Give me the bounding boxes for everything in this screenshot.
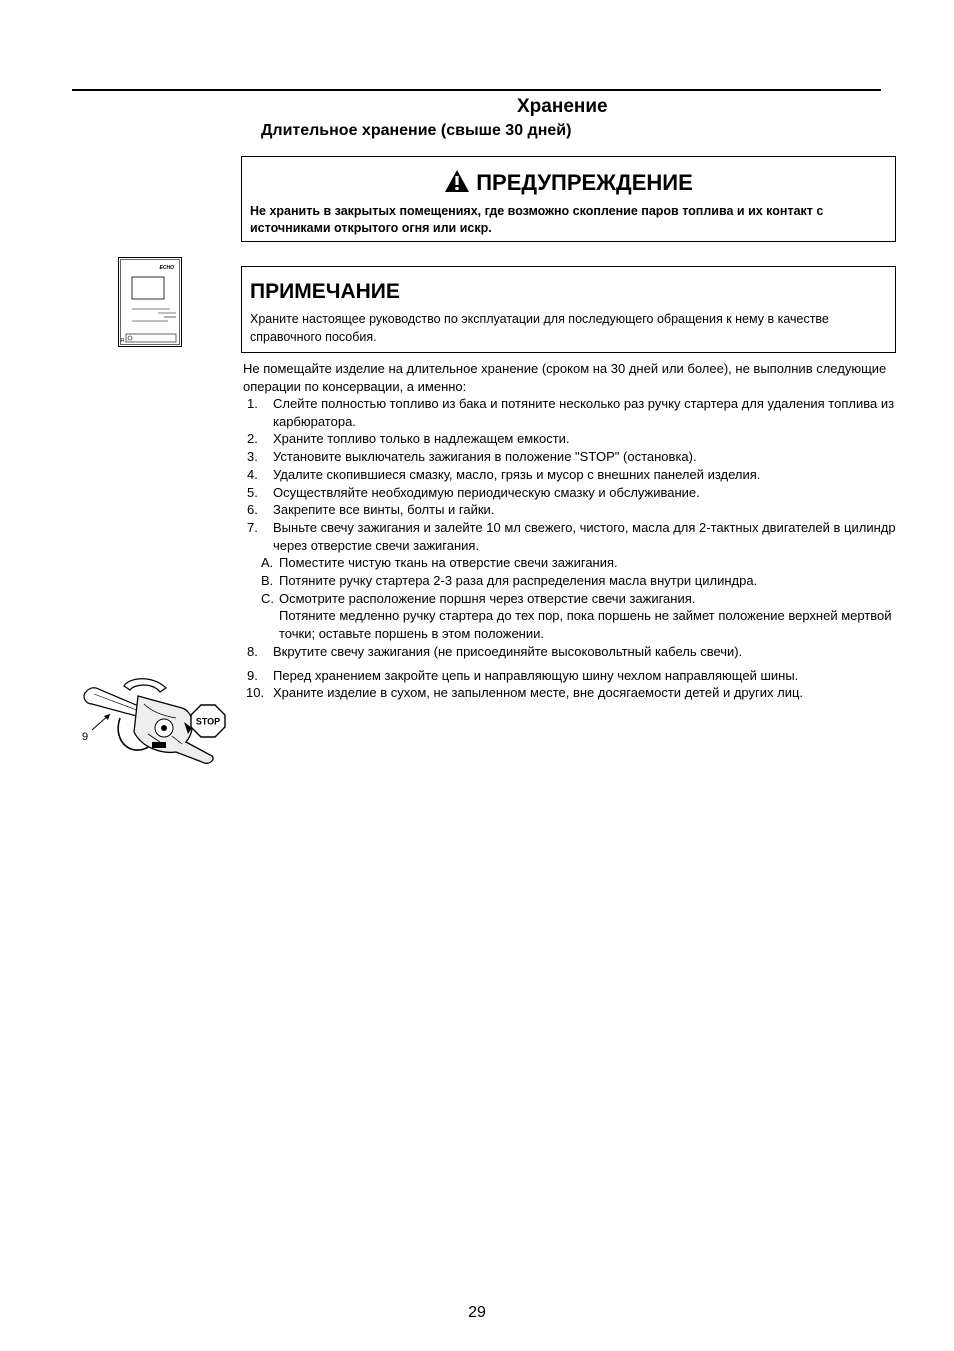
list-item: 2. Храните топливо только в надлежащем емкости.	[247, 431, 570, 447]
list-item: 10. Храните изделие в сухом, не запыленном месте, вне досягаемости детей и других лиц.	[246, 685, 804, 701]
manual-brand-text: ECHO	[159, 265, 174, 271]
warning-text: Не хранить в закрытых помещениях, где возможно скопление паров топлива и их контакт с источниками открытого огня или искр.	[250, 204, 824, 235]
list-item: 9. Перед хранением закройте цепь и направляющую шину чехлом направляющей шины.	[247, 667, 799, 683]
svg-text:R: R	[121, 338, 125, 344]
list-item: 6. Закрепите все винты, болты и гайки.	[247, 502, 495, 518]
list-item: 8. Вкрутите свечу зажигания (не присоединяйте высоковольтный кабель свечи).	[247, 643, 743, 659]
stop-sign-text: STOP	[195, 716, 221, 727]
note-box	[241, 266, 896, 353]
warning-heading	[242, 169, 895, 195]
manual-book-illustration	[118, 257, 182, 347]
sub-list-item: A. Поместите чистую ткань на отверстие свечи зажигания.	[261, 555, 618, 571]
stop-sign-icon	[191, 705, 225, 737]
warning-box	[241, 156, 896, 242]
sub-list-item-continuation: Потяните медленно ручку стартера до тех пор, пока поршень не займет положение верхней мертвой точки; оставьте поршень в этом положении.	[279, 608, 892, 642]
list-item: 7. Выньте свечу зажигания и залейте 10 мл свежего, чистого, масла для 2-тактных двигателей в цилиндр через отверстие свечи зажигания.	[247, 519, 896, 553]
subsection-title: Длительное хранение (свыше 30 дней)	[261, 122, 572, 139]
list-item: 3. Установите выключатель зажигания в положение "STOP" (остановка).	[247, 449, 697, 465]
callout-label-9: 9	[82, 731, 89, 743]
top-rule	[72, 89, 881, 91]
intro-paragraph: Не помещайте изделие на длительное хранение (сроком на 30 дней или более), не выполнив следующие операции по консервации, а именно:	[243, 361, 887, 394]
section-title: Хранение	[517, 96, 608, 117]
warning-triangle-icon	[444, 169, 470, 193]
chainsaw-illustration	[72, 672, 232, 768]
note-text: Храните настоящее руководство по эксплуатации для последующего обращения к нему в качестве справочного пособия.	[250, 312, 829, 344]
sub-list-item: C. Осмотрите расположение поршня через отверстие свечи зажигания.	[261, 590, 696, 606]
warning-title: ПРЕДУПРЕЖДЕНИЕ	[476, 170, 693, 195]
list-item: 5. Осуществляйте необходимую периодическую смазку и обслуживание.	[247, 484, 700, 500]
sub-list-item: B. Потяните ручку стартера 2-3 раза для распределения масла внутри цилиндра.	[261, 573, 758, 589]
storage-steps-list	[243, 395, 899, 702]
list-item: 1. Слейте полностью топливо из бака и потяните несколько раз ручку стартера для удаления топлива из карбюратора.	[247, 396, 895, 429]
page-number: 29	[468, 1304, 486, 1321]
list-item: 4. Удалите скопившиеся смазку, масло, грязь и мусор с внешних панелей изделия.	[247, 466, 761, 482]
note-title: ПРИМЕЧАНИЕ	[250, 280, 400, 303]
